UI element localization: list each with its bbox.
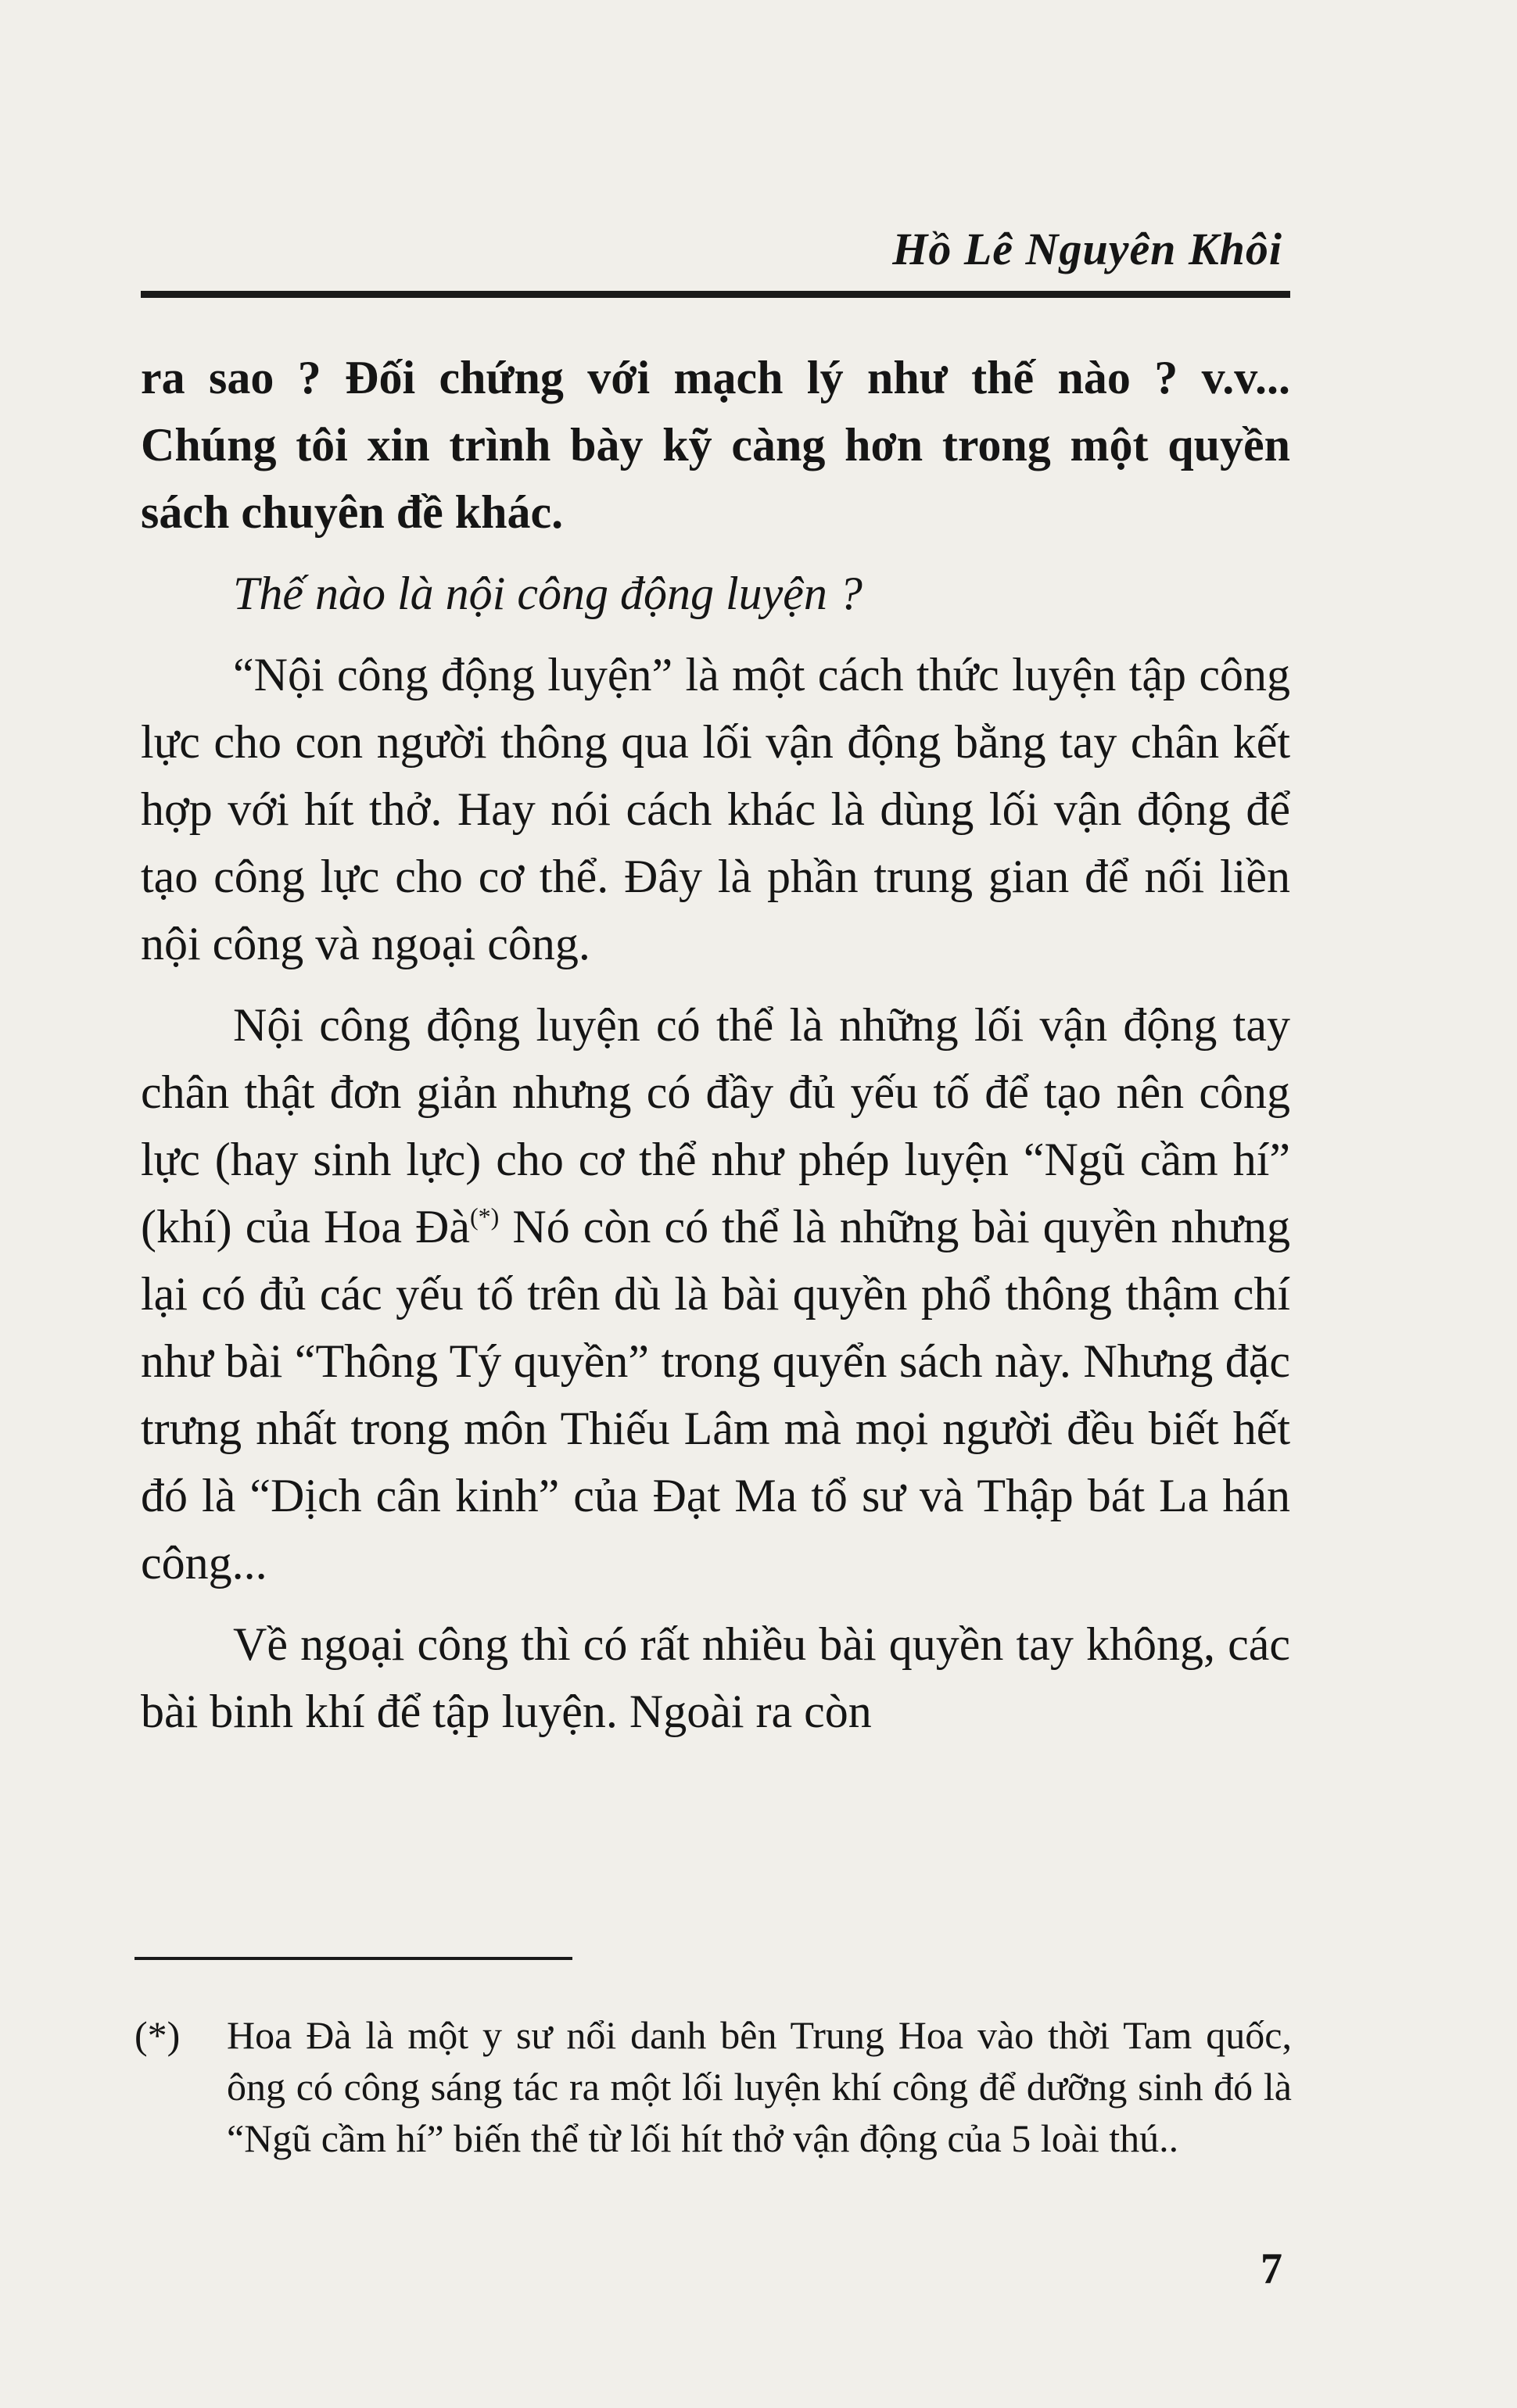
- paragraph-continuation: ra sao ? Đối chứng với mạch lý như thế nào ? v.v... Chúng tôi xin trình bày kỹ càng hơn trong một quyền sách chuyên đề khác.: [141, 352, 1290, 538]
- footnote-mark: (*): [134, 2013, 181, 2057]
- footnote: [134, 2009, 1292, 2164]
- page-number: 7: [1261, 2245, 1282, 2293]
- paragraph-definition: “Nội công động luyện” là một cách thức luyện tập công lực cho con người thông qua lối vận động bằng tay chân kết hợp với hít thở. Hay nói cách khác là dùng lối vận động để tạo công lực cho cơ thể. Đây là phần trung gian để nối liền nội công và ngoại công.: [141, 649, 1290, 969]
- header-rule: [141, 291, 1290, 298]
- paragraph-examples: [141, 991, 1290, 1596]
- footnote-rule: [134, 1957, 572, 1960]
- paragraph-external: Về ngoại công thì có rất nhiều bài quyền tay không, các bài binh khí để tập luyện. Ngoài ra còn: [141, 1618, 1290, 1737]
- footnote-text: Hoa Đà là một y sư nổi danh bên Trung Hoa vào thời Tam quốc, ông có công sáng tác ra một lối luyện khí công để dưỡng sinh đó là “Ngũ cầm hí” biến thể từ lối hít thở vận động của 5 loài thú..: [227, 2013, 1292, 2160]
- running-header-author: Hồ Lê Nguyên Khôi: [892, 224, 1282, 274]
- body-text: [141, 344, 1290, 1759]
- paragraph-examples-part1: Nội công động luyện có thể là những lối vận động tay chân thật đơn giản nhưng có đầy đủ yếu tố để tạo nên công lực (hay sinh lực) cho cơ thể như phép luyện “Ngũ cầm hí” (khí) của Hoa Đà: [141, 999, 1290, 1252]
- footnote-reference: (*): [470, 1202, 500, 1231]
- section-heading: Thế nào là nội công động luyện ?: [233, 568, 863, 619]
- paragraph-examples-part2: Nó còn có thể là những bài quyền nhưng lại có đủ các yếu tố trên dù là bài quyền phổ thông thậm chí như bài “Thông Tý quyền” trong quyển sách này. Nhưng đặc trưng nhất trong môn Thiếu Lâm mà mọi người đều biết hết đó là “Dịch cân kinh” của Đạt Ma tổ sư và Thập bát La hán công...: [141, 1201, 1290, 1589]
